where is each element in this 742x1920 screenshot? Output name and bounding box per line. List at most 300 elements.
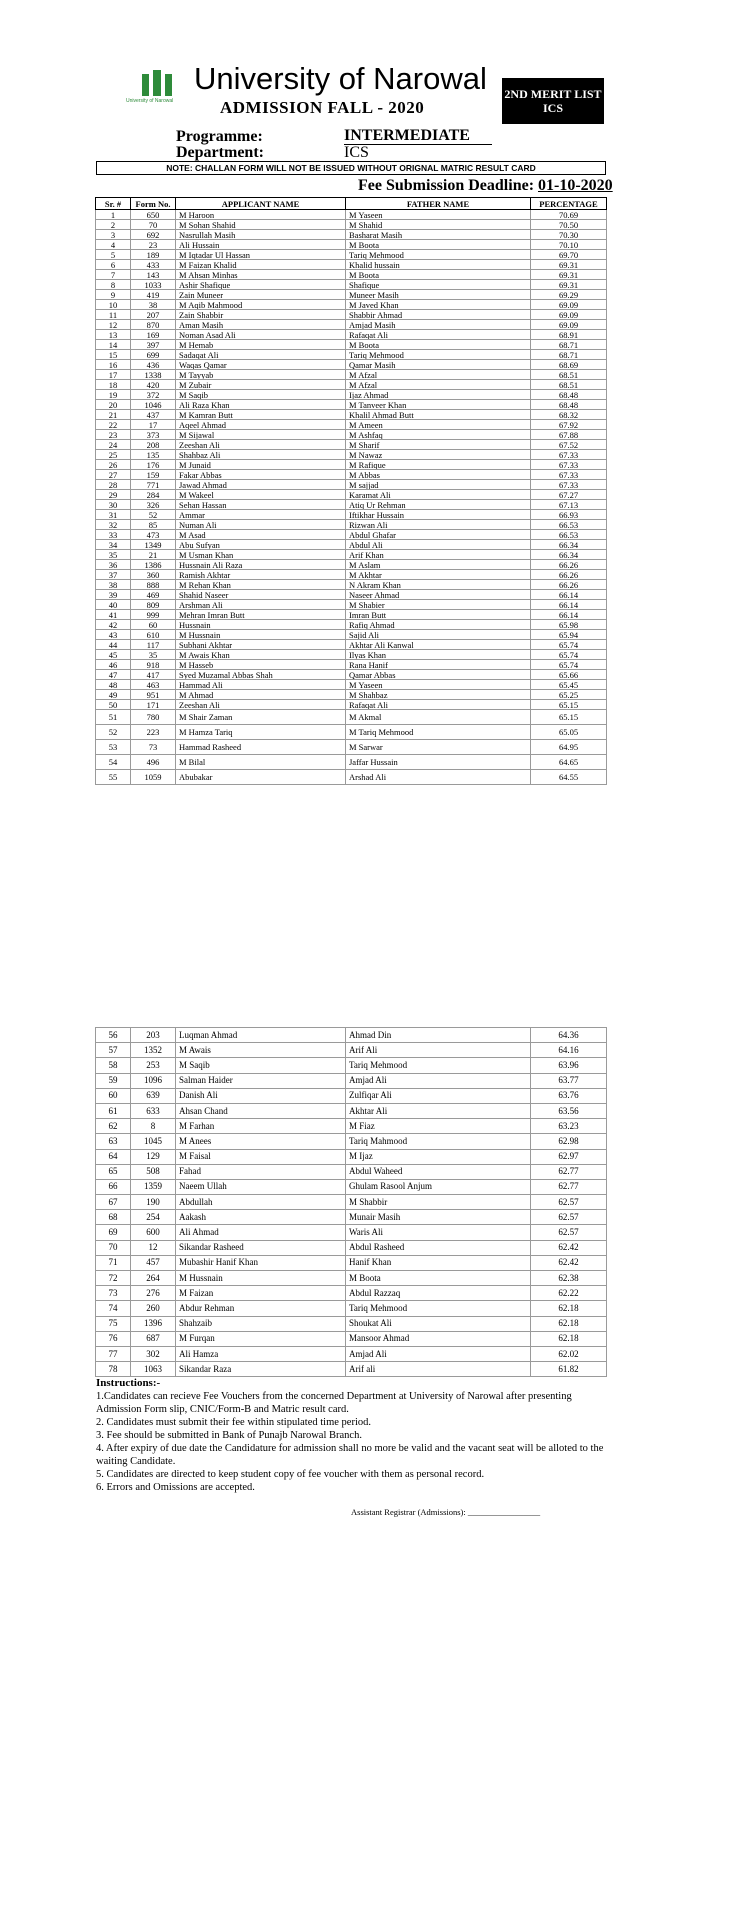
applicant-name-cell: Shahzaib: [176, 1316, 346, 1331]
father-name-cell: M Boota: [346, 270, 531, 280]
percentage-cell: 63.56: [531, 1103, 607, 1118]
applicant-name-cell: Salman Haider: [176, 1073, 346, 1088]
sr-cell: 12: [96, 320, 131, 330]
form-no-cell: 284: [131, 490, 176, 500]
form-no-cell: 633: [131, 1103, 176, 1118]
father-name-cell: Shabbir Ahmad: [346, 310, 531, 320]
table-row: [96, 1346, 607, 1361]
percentage-cell: 65.74: [531, 660, 607, 670]
father-name-cell: Basharat Masih: [346, 230, 531, 240]
percentage-cell: 62.77: [531, 1179, 607, 1194]
applicant-name-cell: Ali Hussain: [176, 240, 346, 250]
father-name-cell: Shafique: [346, 280, 531, 290]
father-name-cell: M Rafique: [346, 460, 531, 470]
father-name-cell: M Afzal: [346, 380, 531, 390]
father-name-cell: Tariq Mehmood: [346, 1058, 531, 1073]
challan-note: NOTE: CHALLAN FORM WILL NOT BE ISSUED WITHOUT ORIGNAL MATRIC RESULT CARD: [96, 161, 606, 175]
applicant-name-cell: Fakar Abbas: [176, 470, 346, 480]
father-name-cell: M Ashfaq: [346, 430, 531, 440]
father-name-cell: M Nawaz: [346, 450, 531, 460]
applicant-name-cell: Abu Sufyan: [176, 540, 346, 550]
percentage-cell: 66.14: [531, 590, 607, 600]
percentage-cell: 69.31: [531, 260, 607, 270]
percentage-cell: 68.48: [531, 400, 607, 410]
percentage-cell: 68.71: [531, 340, 607, 350]
applicant-name-cell: M Hemab: [176, 340, 346, 350]
form-no-cell: 326: [131, 500, 176, 510]
table-row: [96, 420, 607, 430]
applicant-name-cell: Jawad Ahmad: [176, 480, 346, 490]
sr-cell: 21: [96, 410, 131, 420]
father-name-cell: M Tariq Mehmood: [346, 725, 531, 740]
percentage-cell: 65.98: [531, 620, 607, 630]
percentage-cell: 65.05: [531, 725, 607, 740]
sr-cell: 24: [96, 440, 131, 450]
form-no-cell: 207: [131, 310, 176, 320]
applicant-name-cell: Luqman Ahmad: [176, 1028, 346, 1043]
father-name-cell: M Yaseen: [346, 680, 531, 690]
applicant-name-cell: Syed Muzamal Abbas Shah: [176, 670, 346, 680]
table-row: [96, 1088, 607, 1103]
applicant-name-cell: M Anees: [176, 1134, 346, 1149]
father-name-cell: M Shahbaz: [346, 690, 531, 700]
percentage-cell: 64.55: [531, 770, 607, 785]
form-no-cell: 463: [131, 680, 176, 690]
table-header-row: [96, 198, 607, 210]
form-no-cell: 260: [131, 1301, 176, 1316]
sr-cell: 66: [96, 1179, 131, 1194]
percentage-cell: 65.94: [531, 630, 607, 640]
form-no-cell: 888: [131, 580, 176, 590]
table-row: [96, 450, 607, 460]
percentage-cell: 65.25: [531, 690, 607, 700]
father-name-cell: Jaffar Hussain: [346, 755, 531, 770]
percentage-cell: 62.38: [531, 1271, 607, 1286]
table-row: [96, 280, 607, 290]
form-no-cell: 809: [131, 600, 176, 610]
applicant-name-cell: M Ahmad: [176, 690, 346, 700]
sr-cell: 17: [96, 370, 131, 380]
sr-cell: 73: [96, 1286, 131, 1301]
father-name-cell: Ahmad Din: [346, 1028, 531, 1043]
applicant-name-cell: Hammad Ali: [176, 680, 346, 690]
form-no-cell: 469: [131, 590, 176, 600]
form-no-cell: 17: [131, 420, 176, 430]
table-row: [96, 690, 607, 700]
father-name-cell: Amjad Masih: [346, 320, 531, 330]
col-header-form-no: Form No.: [131, 198, 176, 210]
form-no-cell: 190: [131, 1195, 176, 1210]
father-name-cell: M sajjad: [346, 480, 531, 490]
sr-cell: 61: [96, 1103, 131, 1118]
percentage-cell: 67.13: [531, 500, 607, 510]
sr-cell: 44: [96, 640, 131, 650]
applicant-name-cell: Abdullah: [176, 1195, 346, 1210]
applicant-name-cell: Shahbaz Ali: [176, 450, 346, 460]
table-row: [96, 1043, 607, 1058]
applicant-name-cell: Sikandar Raza: [176, 1362, 346, 1377]
father-name-cell: Ghulam Rasool Anjum: [346, 1179, 531, 1194]
table-row: [96, 300, 607, 310]
percentage-cell: 67.92: [531, 420, 607, 430]
form-no-cell: 253: [131, 1058, 176, 1073]
father-name-cell: M Abbas: [346, 470, 531, 480]
percentage-cell: 65.45: [531, 680, 607, 690]
table-row: [96, 510, 607, 520]
form-no-cell: 1033: [131, 280, 176, 290]
form-no-cell: 433: [131, 260, 176, 270]
sr-cell: 68: [96, 1210, 131, 1225]
table-row: [96, 500, 607, 510]
percentage-cell: 70.30: [531, 230, 607, 240]
form-no-cell: 1396: [131, 1316, 176, 1331]
applicant-name-cell: M Farhan: [176, 1119, 346, 1134]
father-name-cell: M Shabbir: [346, 1195, 531, 1210]
sr-cell: 75: [96, 1316, 131, 1331]
percentage-cell: 65.66: [531, 670, 607, 680]
logo-caption: University of Narowal: [126, 98, 174, 104]
table-row: [96, 660, 607, 670]
form-no-cell: 129: [131, 1149, 176, 1164]
table-row: [96, 550, 607, 560]
form-no-cell: 373: [131, 430, 176, 440]
form-no-cell: 1352: [131, 1043, 176, 1058]
table-row: [96, 630, 607, 640]
form-no-cell: 600: [131, 1225, 176, 1240]
programme-value: INTERMEDIATE: [344, 128, 492, 145]
table-row: [96, 560, 607, 570]
table-row: [96, 1255, 607, 1270]
sr-cell: 16: [96, 360, 131, 370]
percentage-cell: 70.69: [531, 210, 607, 220]
instruction-item: 5. Candidates are directed to keep student copy of fee voucher with them as personal record.: [96, 1469, 485, 1480]
sr-cell: 71: [96, 1255, 131, 1270]
form-no-cell: 1059: [131, 770, 176, 785]
table-row: [96, 1210, 607, 1225]
table-row: [96, 580, 607, 590]
percentage-cell: 62.18: [531, 1301, 607, 1316]
percentage-cell: 67.88: [531, 430, 607, 440]
form-no-cell: 135: [131, 450, 176, 460]
table-row: [96, 610, 607, 620]
father-name-cell: Qamar Masih: [346, 360, 531, 370]
percentage-cell: 66.53: [531, 520, 607, 530]
deadline-label: Fee Submission Deadline:: [358, 177, 535, 194]
form-no-cell: 780: [131, 710, 176, 725]
applicant-name-cell: Waqas Qamar: [176, 360, 346, 370]
sr-cell: 20: [96, 400, 131, 410]
applicant-name-cell: M Saqib: [176, 1058, 346, 1073]
applicant-name-cell: Hammad Rasheed: [176, 740, 346, 755]
table-row: [96, 1179, 607, 1194]
table-row: [96, 350, 607, 360]
table-row: [96, 1028, 607, 1043]
applicant-name-cell: M Usman Khan: [176, 550, 346, 560]
instruction-item: 2. Candidates must submit their fee within stipulated time period.: [96, 1417, 371, 1428]
applicant-name-cell: Zain Muneer: [176, 290, 346, 300]
table-row: [96, 1240, 607, 1255]
applicant-name-cell: M Awais Khan: [176, 650, 346, 660]
table-row: [96, 1362, 607, 1377]
sr-cell: 78: [96, 1362, 131, 1377]
table-row: [96, 310, 607, 320]
deadline-date: 01-10-2020: [538, 177, 613, 194]
form-no-cell: 1096: [131, 1073, 176, 1088]
percentage-cell: 68.32: [531, 410, 607, 420]
father-name-cell: Amjad Ali: [346, 1346, 531, 1361]
table-row: [96, 1301, 607, 1316]
form-no-cell: 436: [131, 360, 176, 370]
sr-cell: 40: [96, 600, 131, 610]
percentage-cell: 69.09: [531, 300, 607, 310]
father-name-cell: M Shabier: [346, 600, 531, 610]
sr-cell: 28: [96, 480, 131, 490]
applicant-name-cell: M Sohan Shahid: [176, 220, 346, 230]
applicant-name-cell: Ashir Shafique: [176, 280, 346, 290]
sr-cell: 60: [96, 1088, 131, 1103]
sr-cell: 11: [96, 310, 131, 320]
form-no-cell: 496: [131, 755, 176, 770]
table-row: [96, 490, 607, 500]
applicant-name-cell: M Sijawal: [176, 430, 346, 440]
merit-list-line1: 2ND MERIT LIST: [504, 87, 602, 101]
percentage-cell: 66.14: [531, 600, 607, 610]
father-name-cell: Tariq Mehmood: [346, 1301, 531, 1316]
form-no-cell: 420: [131, 380, 176, 390]
percentage-cell: 64.36: [531, 1028, 607, 1043]
sr-cell: 63: [96, 1134, 131, 1149]
table-row: [96, 770, 607, 785]
sr-cell: 27: [96, 470, 131, 480]
form-no-cell: 419: [131, 290, 176, 300]
sr-cell: 51: [96, 710, 131, 725]
table-row: [96, 330, 607, 340]
percentage-cell: 69.31: [531, 270, 607, 280]
applicant-name-cell: Mehran Imran Butt: [176, 610, 346, 620]
father-name-cell: M Tanveer Khan: [346, 400, 531, 410]
father-name-cell: Shoukat Ali: [346, 1316, 531, 1331]
form-no-cell: 38: [131, 300, 176, 310]
document-header: [0, 0, 742, 194]
sr-cell: 35: [96, 550, 131, 560]
sr-cell: 30: [96, 500, 131, 510]
instruction-item: 4. After expiry of due date the Candidature for admission shall no more be valid and the vacant seat will be alloted to the waiting Candidate.: [96, 1443, 604, 1467]
admission-title: ADMISSION FALL - 2020: [220, 98, 425, 117]
table-row: [96, 470, 607, 480]
percentage-cell: 64.16: [531, 1043, 607, 1058]
sr-cell: 70: [96, 1240, 131, 1255]
father-name-cell: M Ijaz: [346, 1149, 531, 1164]
father-name-cell: Abdul Ali: [346, 540, 531, 550]
instructions-section: [96, 1377, 606, 1494]
sr-cell: 23: [96, 430, 131, 440]
form-no-cell: 143: [131, 270, 176, 280]
sr-cell: 54: [96, 755, 131, 770]
form-no-cell: 21: [131, 550, 176, 560]
percentage-cell: 68.71: [531, 350, 607, 360]
father-name-cell: Arif Ali: [346, 1043, 531, 1058]
sr-cell: 10: [96, 300, 131, 310]
father-name-cell: Abdul Rasheed: [346, 1240, 531, 1255]
applicant-name-cell: Abubakar: [176, 770, 346, 785]
sr-cell: 39: [96, 590, 131, 600]
form-no-cell: 397: [131, 340, 176, 350]
applicant-name-cell: M Furqan: [176, 1331, 346, 1346]
father-name-cell: Atiq Ur Rehman: [346, 500, 531, 510]
table-row: [96, 530, 607, 540]
applicant-name-cell: M Zubair: [176, 380, 346, 390]
table-row: [96, 590, 607, 600]
applicant-name-cell: Hussnain Ali Raza: [176, 560, 346, 570]
applicant-name-cell: Zeeshan Ali: [176, 700, 346, 710]
table-row: [96, 410, 607, 420]
percentage-cell: 66.26: [531, 570, 607, 580]
table-row: [96, 680, 607, 690]
table-row: [96, 650, 607, 660]
father-name-cell: Khalid hussain: [346, 260, 531, 270]
sr-cell: 2: [96, 220, 131, 230]
applicant-name-cell: Aqeel Ahmad: [176, 420, 346, 430]
sr-cell: 42: [96, 620, 131, 630]
applicant-name-cell: M Tayyab: [176, 370, 346, 380]
applicant-name-cell: M Hamza Tariq: [176, 725, 346, 740]
table-row: [96, 390, 607, 400]
percentage-cell: 65.15: [531, 710, 607, 725]
applicant-name-cell: Aakash: [176, 1210, 346, 1225]
table-row: [96, 440, 607, 450]
applicant-name-cell: Sadaqat Ali: [176, 350, 346, 360]
father-name-cell: Imran Butt: [346, 610, 531, 620]
applicant-name-cell: Ammar: [176, 510, 346, 520]
percentage-cell: 62.97: [531, 1149, 607, 1164]
form-no-cell: 254: [131, 1210, 176, 1225]
form-no-cell: 12: [131, 1240, 176, 1255]
father-name-cell: Muneer Masih: [346, 290, 531, 300]
sr-cell: 53: [96, 740, 131, 755]
sr-cell: 29: [96, 490, 131, 500]
percentage-cell: 62.98: [531, 1134, 607, 1149]
merit-table-page1: [95, 197, 607, 785]
percentage-cell: 67.33: [531, 450, 607, 460]
table-row: [96, 340, 607, 350]
father-name-cell: Akhtar Ali Kanwal: [346, 640, 531, 650]
percentage-cell: 65.74: [531, 650, 607, 660]
applicant-name-cell: M Hussnain: [176, 1271, 346, 1286]
form-no-cell: 52: [131, 510, 176, 520]
father-name-cell: Khalil Ahmad Butt: [346, 410, 531, 420]
sr-cell: 22: [96, 420, 131, 430]
merit-list-line2: ICS: [542, 101, 563, 115]
form-no-cell: 203: [131, 1028, 176, 1043]
sr-cell: 50: [96, 700, 131, 710]
percentage-cell: 70.10: [531, 240, 607, 250]
percentage-cell: 70.50: [531, 220, 607, 230]
form-no-cell: 159: [131, 470, 176, 480]
father-name-cell: Akhtar Ali: [346, 1103, 531, 1118]
instruction-item: 6. Errors and Omissions are accepted.: [96, 1482, 255, 1493]
applicant-name-cell: Arshman Ali: [176, 600, 346, 610]
father-name-cell: M Yaseen: [346, 210, 531, 220]
percentage-cell: 67.33: [531, 460, 607, 470]
percentage-cell: 64.95: [531, 740, 607, 755]
percentage-cell: 64.65: [531, 755, 607, 770]
applicant-name-cell: Shahid Naseer: [176, 590, 346, 600]
father-name-cell: M Boota: [346, 240, 531, 250]
father-name-cell: Rafiq Ahmad: [346, 620, 531, 630]
father-name-cell: Zulfiqar Ali: [346, 1088, 531, 1103]
applicant-name-cell: M Hasseb: [176, 660, 346, 670]
percentage-cell: 63.77: [531, 1073, 607, 1088]
percentage-cell: 67.27: [531, 490, 607, 500]
form-no-cell: 70: [131, 220, 176, 230]
applicant-name-cell: M Awais: [176, 1043, 346, 1058]
father-name-cell: M Ameen: [346, 420, 531, 430]
sr-cell: 76: [96, 1331, 131, 1346]
sr-cell: 65: [96, 1164, 131, 1179]
form-no-cell: 771: [131, 480, 176, 490]
father-name-cell: M Boota: [346, 340, 531, 350]
father-name-cell: Rafaqat Ali: [346, 700, 531, 710]
percentage-cell: 65.15: [531, 700, 607, 710]
table-row: [96, 230, 607, 240]
father-name-cell: Qamar Abbas: [346, 670, 531, 680]
percentage-cell: 69.70: [531, 250, 607, 260]
table-row: [96, 725, 607, 740]
applicant-name-cell: M Faisal: [176, 1149, 346, 1164]
form-no-cell: 176: [131, 460, 176, 470]
table-row: [96, 670, 607, 680]
applicant-name-cell: M Kamran Butt: [176, 410, 346, 420]
percentage-cell: 67.33: [531, 470, 607, 480]
percentage-cell: 68.91: [531, 330, 607, 340]
applicant-name-cell: M Faizan: [176, 1286, 346, 1301]
sr-cell: 49: [96, 690, 131, 700]
sr-cell: 31: [96, 510, 131, 520]
percentage-cell: 66.26: [531, 580, 607, 590]
sr-cell: 18: [96, 380, 131, 390]
form-no-cell: 73: [131, 740, 176, 755]
form-no-cell: 1386: [131, 560, 176, 570]
father-name-cell: Tariq Mahmood: [346, 1134, 531, 1149]
table-body-page1: [96, 210, 607, 785]
father-name-cell: Ijaz Ahmad: [346, 390, 531, 400]
table-row: [96, 290, 607, 300]
applicant-name-cell: Ahsan Chand: [176, 1103, 346, 1118]
applicant-name-cell: M Wakeel: [176, 490, 346, 500]
father-name-cell: Karamat Ali: [346, 490, 531, 500]
form-no-cell: 171: [131, 700, 176, 710]
applicant-name-cell: Aman Masih: [176, 320, 346, 330]
applicant-name-cell: M Haroon: [176, 210, 346, 220]
applicant-name-cell: M Iqtadar Ul Hassan: [176, 250, 346, 260]
sr-cell: 52: [96, 725, 131, 740]
sr-cell: 33: [96, 530, 131, 540]
table-body-page2: [96, 1028, 607, 1377]
father-name-cell: Mansoor Ahmad: [346, 1331, 531, 1346]
sr-cell: 72: [96, 1271, 131, 1286]
percentage-cell: 63.23: [531, 1119, 607, 1134]
form-no-cell: 508: [131, 1164, 176, 1179]
form-no-cell: 687: [131, 1331, 176, 1346]
sr-cell: 26: [96, 460, 131, 470]
table-row: [96, 1119, 607, 1134]
percentage-cell: 62.57: [531, 1225, 607, 1240]
percentage-cell: 62.18: [531, 1331, 607, 1346]
table-row: [96, 360, 607, 370]
form-no-cell: 85: [131, 520, 176, 530]
col-header-applicant-name: APPLICANT NAME: [176, 198, 346, 210]
father-name-cell: Abdul Razzaq: [346, 1286, 531, 1301]
